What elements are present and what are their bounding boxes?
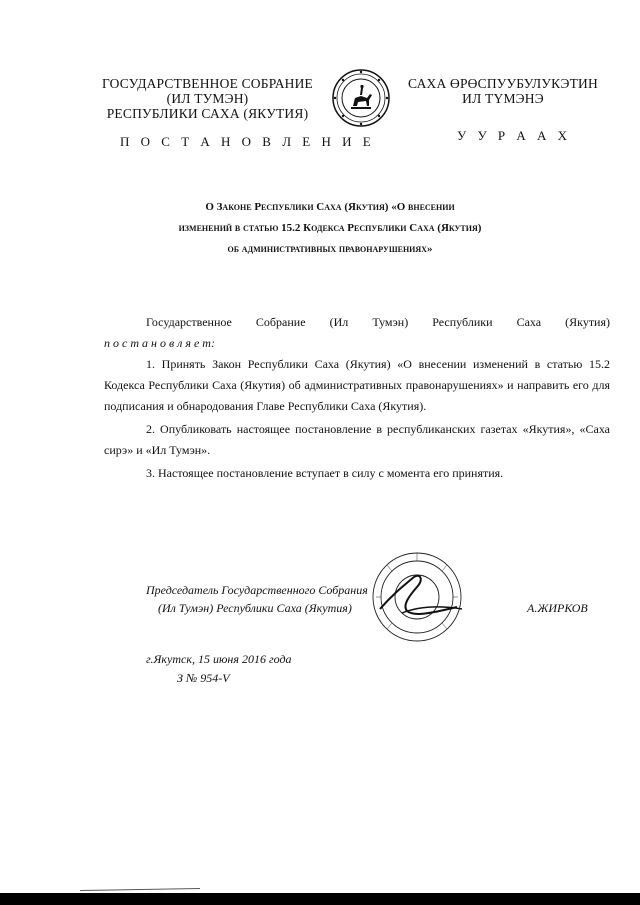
body-intro: Государственное Собрание (Ил Тумэн) Республики Саха (Якутия) [146,315,610,329]
header-right-org [398,76,608,106]
place-date: г.Якутск, 15 июня 2016 года [146,652,292,666]
subject-line: об административных правонарушениях» [227,243,433,255]
document-number: З № 954-V [177,671,230,685]
header-left-org [85,76,330,121]
doc-type-right: У У Р А А Х [457,128,572,143]
subject-line: изменений в статью 15.2 Кодекса Республики Саха (Якутия) [178,222,482,234]
body-item-1: 1. Принять Закон Республики Саха (Якутия) «О внесении изменений в статью 15.2 Кодекса Республики Саха (Якутия) об административных правонарушениях» и направить его для подписания и обнародования Главе Республики Саха (Якутия). [104,357,610,413]
doc-type-left: П О С Т А Н О В Л Е Н И Е [120,134,375,149]
body-item-3: 3. Настоящее постановление вступает в силу с момента его принятия. [146,466,504,480]
signatory-position-line: Председатель Государственного Собрания [146,583,368,597]
header-left-line: ГОСУДАРСТВЕННОЕ СОБРАНИЕ [102,76,313,91]
decree-word: п о с т а н о в л я е т: [104,336,215,350]
signatory-position-line: (Ил Тумэн) Республики Саха (Якутия) [158,601,352,615]
signatory-position [146,581,406,617]
header-left-line: РЕСПУБЛИКИ САХА (ЯКУТИЯ) [106,106,309,121]
subject-line: О Законе Республики Саха (Якутия) «О внесении [205,201,455,213]
sakha-coat-of-arms-icon [331,68,391,128]
scan-bottom-edge [0,893,640,905]
header-left-line: (ИЛ ТУМЭН) [166,91,249,106]
body-item-2: 2. Опубликовать настоящее постановление в республиканских газетах «Якутия», «Саха сирэ» и «Ил Тумэн». [104,422,610,457]
header-right-line: САХА ӨРӨСПУУБУЛУКЭТИН [408,76,598,91]
signatory-name: А.ЖИРКОВ [527,601,588,615]
header-right-line: ИЛ ТҮМЭНЭ [462,91,544,106]
document-subject [150,197,510,260]
scan-artifact-line [80,888,200,891]
document-body [104,312,610,484]
